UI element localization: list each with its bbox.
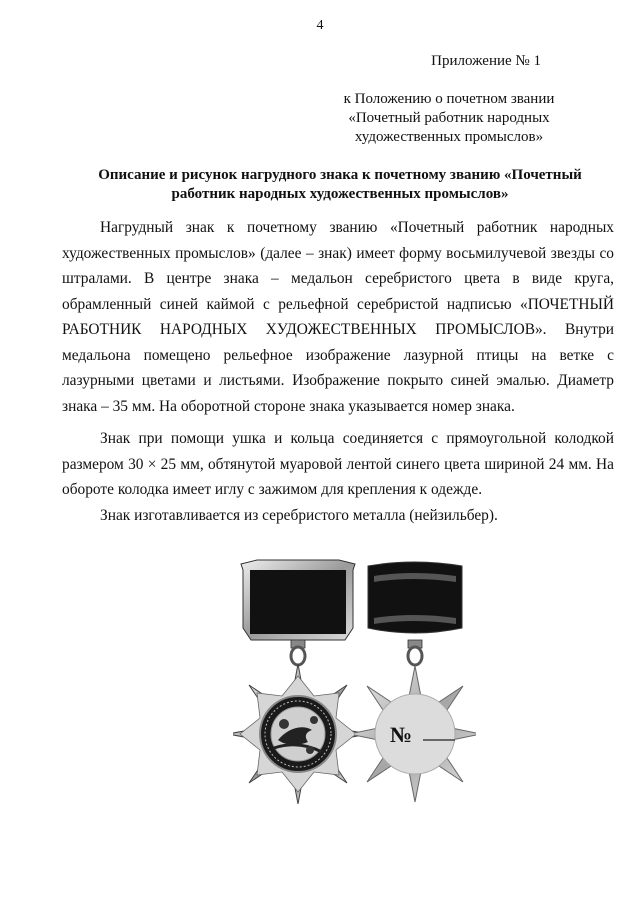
appendix-reference: к Положению о почетном звании «Почетный работник народных художественных промыслов» bbox=[343, 91, 555, 145]
paragraph-material: Знак изготавливается из серебристого металла (нейзильбер). bbox=[100, 507, 498, 524]
paragraph-description: Нагрудный знак к почетному званию «Почетный работник народных художественных промыслов» (далее – знак) имеет форму восьмилучевой звезды со штралами. В центре знака – медальон серебристого цвета в виде круга, обрамленный синей каймой с рельефной серебристой надписью «ПОЧЕТНЫЙ РАБОТНИК НАРОДНЫХ ХУДОЖЕСТВЕННЫХ ПРОМЫСЛОВ». Внутри медальона помещено рельефное изображение лазурной птицы на ветке с лазурными цветами и листьями. Изображение покрыто синей эмалью. Диаметр знака – 35 мм. На оборотной стороне знака указывается номер знака. bbox=[62, 219, 614, 415]
medal-number-label: № bbox=[390, 722, 413, 747]
document-title: Описание и рисунок нагрудного знака к почетному званию «Почетный работник народных художественных промыслов» bbox=[98, 167, 582, 202]
medal-front-image bbox=[233, 556, 363, 804]
paragraph-attachment: Знак при помощи ушка и кольца соединяется с прямоугольной колодкой размером 30 × 25 мм, обтянутой муаровой лентой синего цвета шириной 24 мм. На обороте колодка имеет иглу с зажимом для крепления к одежде. bbox=[62, 430, 614, 498]
appendix-title: Приложение № 1 bbox=[431, 53, 541, 69]
ribbon bbox=[250, 570, 346, 634]
page-number: 4 bbox=[316, 18, 324, 33]
medal-back-image bbox=[354, 556, 476, 804]
